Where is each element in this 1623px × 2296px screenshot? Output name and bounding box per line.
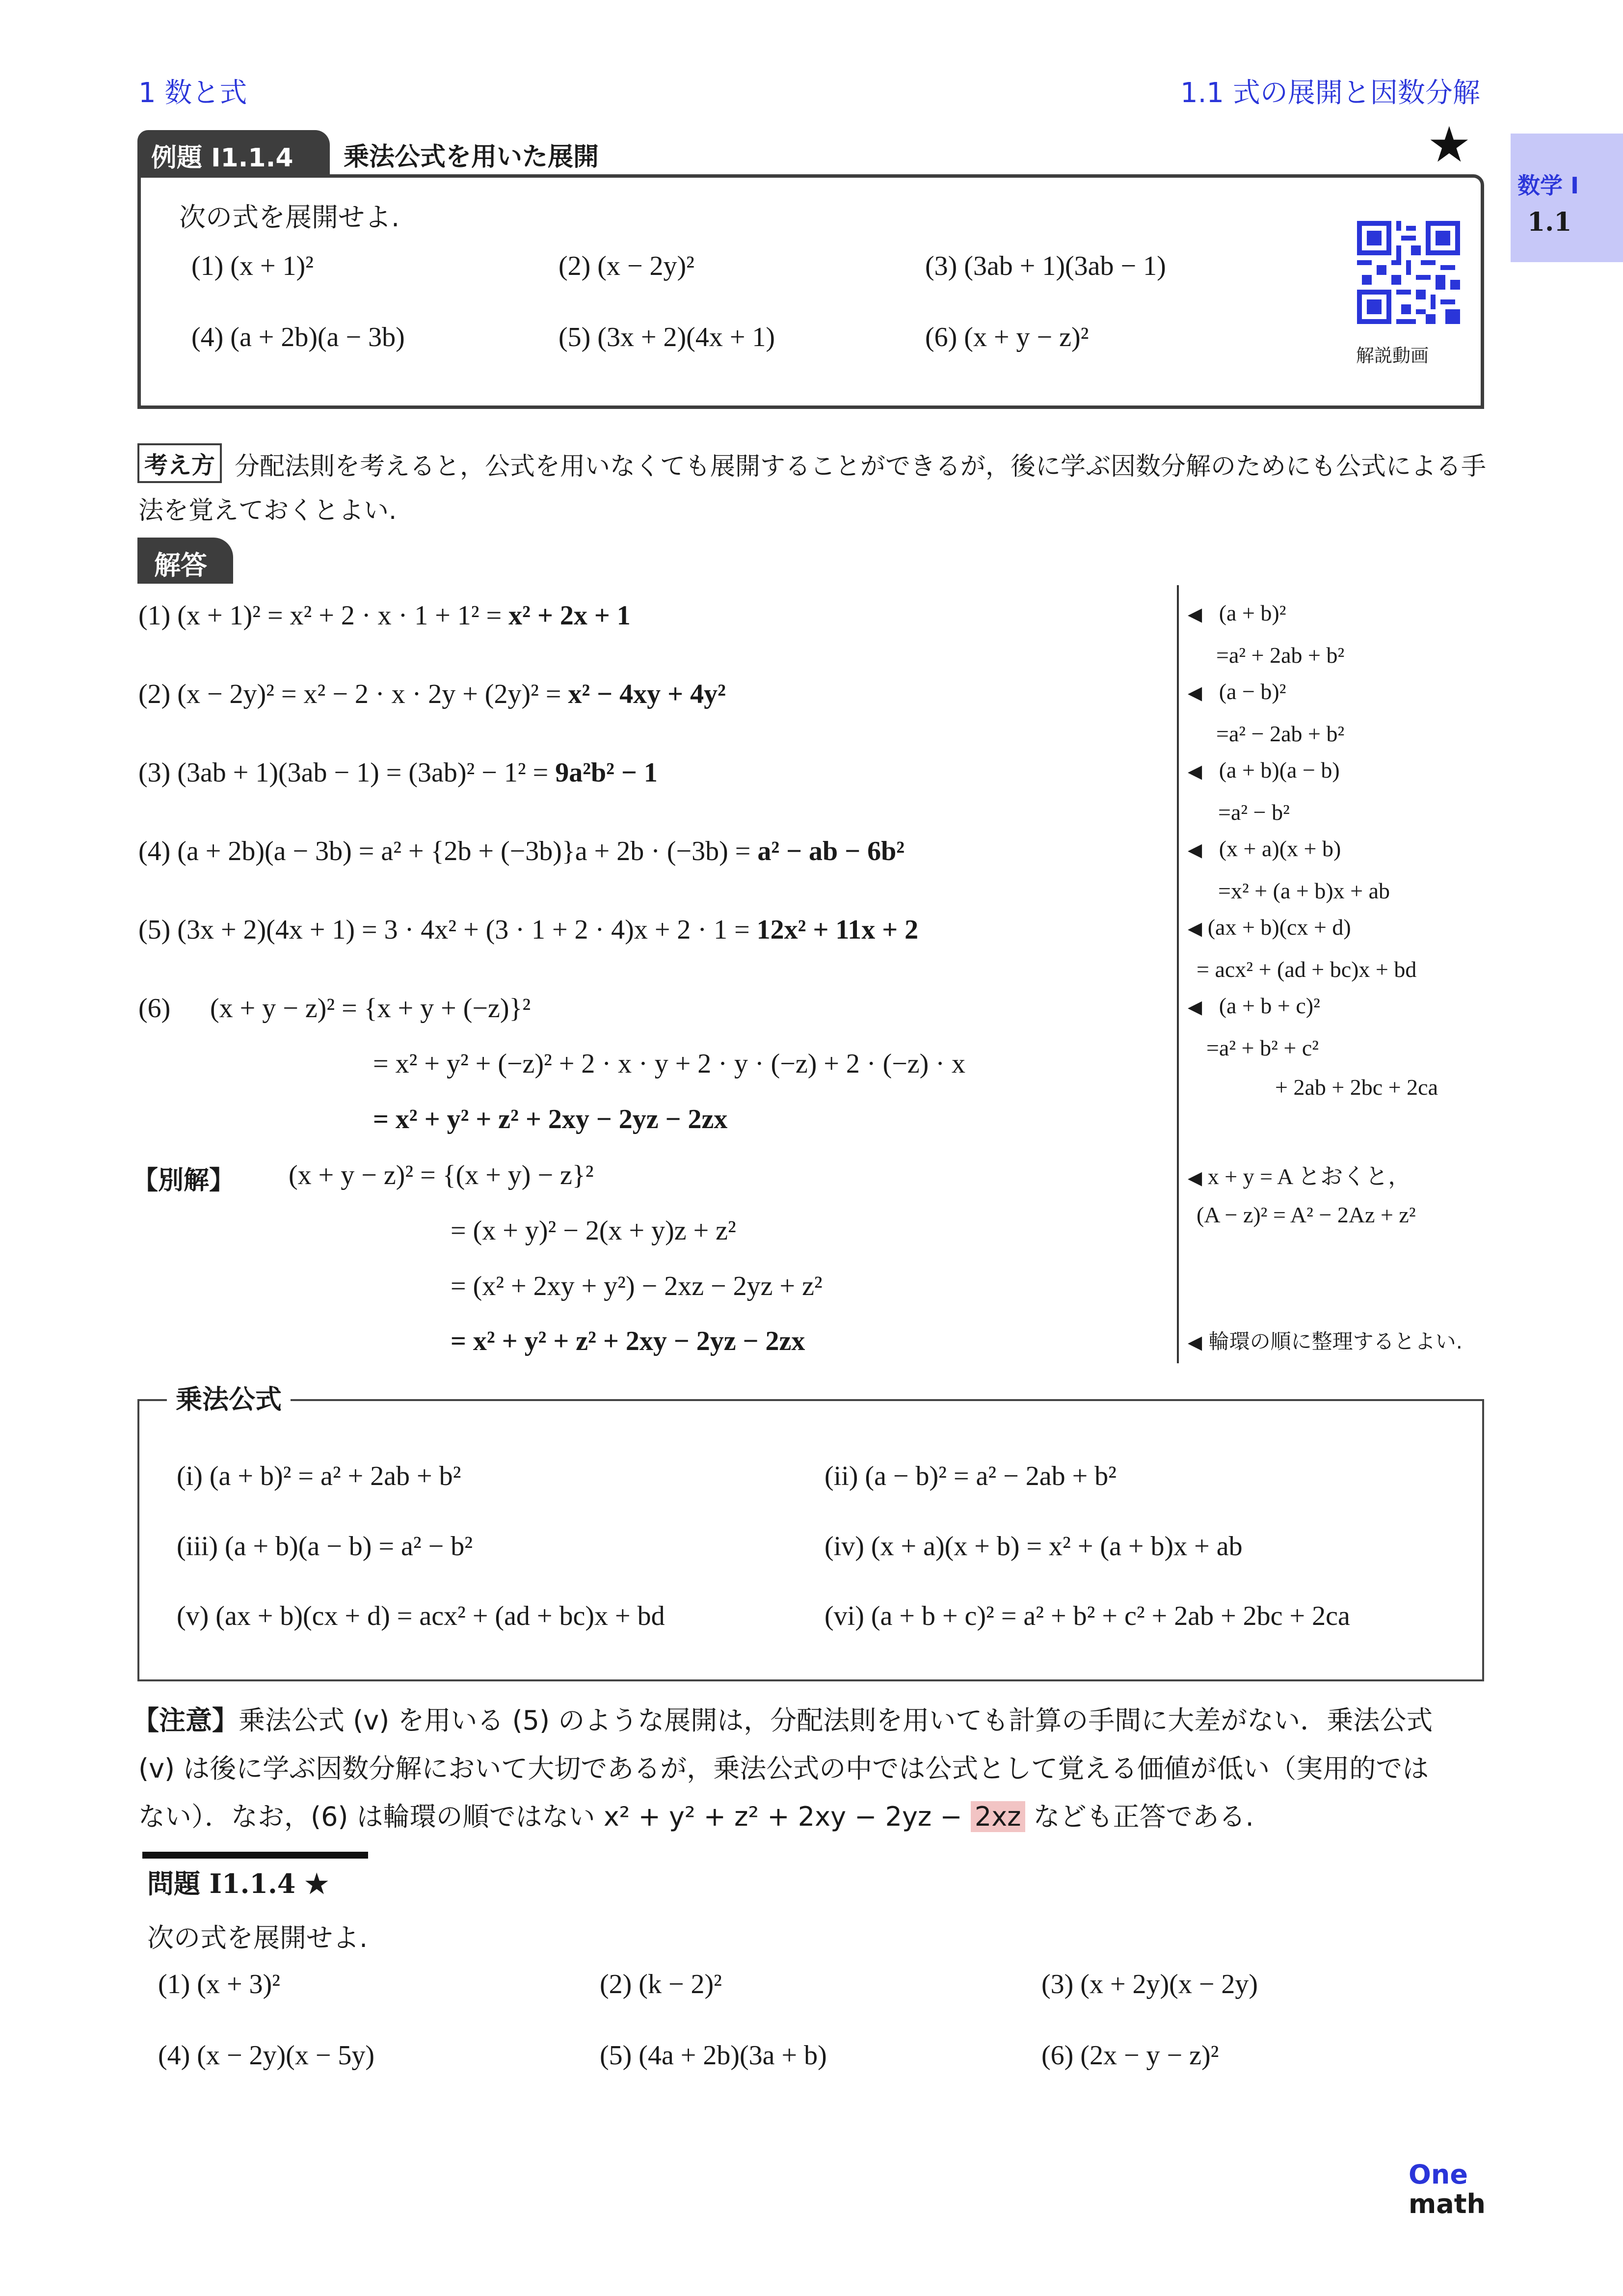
arrow-left-icon: ◀ (1188, 918, 1202, 939)
problem-item-5: (5) (4a + 2b)(3a + b) (600, 2040, 827, 2071)
side-tab-subject: 数学 I (1517, 172, 1579, 199)
side-note-alt-2: (A − z)² = A² − 2Az + z² (1197, 1202, 1416, 1227)
caution-line-3a: ない）．なお，(6) は輪環の順ではない x² + y² + z² + 2xy − 2yz − (138, 1801, 971, 1832)
answer-1-result: x² + 2x + 1 (508, 600, 631, 631)
side-note-6a-text: (a + b + c)² (1219, 993, 1320, 1018)
caution-line-2: (v) は後に学ぶ因数分解において大切であるが，乗法公式の中では公式として覚える価値が低い（実用的では (138, 1753, 1429, 1784)
alt-line-2: = (x + y)² − 2(x + y)z + z² (451, 1216, 736, 1246)
problem-item-2: (2) (k − 2)² (600, 1969, 722, 1999)
example-item-4: (4) (a + 2b)(a − 3b) (191, 322, 405, 352)
answer-1-work: (1) (x + 1)² = x² + 2 · x · 1 + 1² = (138, 600, 509, 631)
answer-label-tab (137, 538, 233, 584)
problem-bar (142, 1852, 368, 1859)
alt-solution-label: 【別解】 (133, 1166, 235, 1195)
answer-line-4 (138, 836, 905, 867)
side-note-1b: =a² + 2ab + b² (1216, 643, 1345, 668)
answer-line-2 (138, 678, 726, 710)
side-note-6a (1188, 993, 1320, 1019)
formula-ii: (ii) (a − b)² = a² − 2ab + b² (825, 1461, 1117, 1491)
think-line-1: 分配法則を考えると，公式を用いなくても展開することができるが，後に学ぶ因数分解のためにも公式による手 (235, 452, 1487, 481)
side-note-6c: + 2ab + 2bc + 2ca (1275, 1075, 1438, 1100)
arrow-left-icon: ◀ (1188, 682, 1202, 703)
caution-label: 【注意】 (133, 1705, 239, 1736)
alt-line-1: (x + y − z)² = {(x + y) − z}² (289, 1160, 594, 1190)
side-note-4a (1188, 836, 1341, 862)
answer-4-work: (4) (a + 2b)(a − 3b) = a² + {2b + (−3b)}a + 2b · (−3b) = (138, 836, 758, 866)
answer-3-result: 9a²b² − 1 (555, 757, 658, 788)
example-item-2: (2) (x − 2y)² (559, 251, 694, 281)
side-note-3b: =a² − b² (1218, 800, 1290, 825)
think-label: 考え方 (137, 443, 222, 483)
example-item-1: (1) (x + 1)² (191, 251, 314, 281)
problem-title: 問題 I1.1.4 ★ (147, 1868, 329, 1899)
problem-item-6: (6) (2x − y − z)² (1041, 2040, 1219, 2071)
chapter-header: 1 数と式 (138, 77, 247, 109)
answer-5-result: 12x² + 11x + 2 (756, 915, 919, 945)
answer-6-line-1: (x + y − z)² = {x + y + (−z)}² (210, 993, 531, 1024)
side-note-5a-text: (ax + b)(cx + d) (1207, 915, 1351, 940)
problem-item-4: (4) (x − 2y)(x − 5y) (158, 2040, 375, 2071)
alt-line-3: = (x² + 2xy + y²) − 2xz − 2yz + z² (451, 1271, 823, 1301)
formula-iv: (iv) (x + a)(x + b) = x² + (a + b)x + ab (825, 1531, 1243, 1562)
example-item-5: (5) (3x + 2)(4x + 1) (559, 322, 775, 352)
qr-label: 解説動画 (1356, 345, 1429, 366)
answer-6-label: (6) (138, 993, 171, 1024)
side-tab (1511, 134, 1623, 262)
side-note-alt-3 (1188, 1325, 1463, 1355)
formula-v: (v) (ax + b)(cx + d) = acx² + (ad + bc)x + bd (177, 1601, 665, 1631)
answer-3-work: (3) (3ab + 1)(3ab − 1) = (3ab)² − 1² = (138, 757, 556, 788)
answer-4-result: a² − ab − 6b² (757, 836, 905, 866)
answer-2-result: x² − 4xy + 4y² (568, 679, 726, 709)
section-header: 1.1 式の展開と因数分解 (1180, 77, 1480, 109)
answer-6-line-2: = x² + y² + (−z)² + 2 · x · y + 2 · y · (−z) + 2 · (−z) · x (373, 1049, 965, 1079)
example-item-3: (3) (3ab + 1)(3ab − 1) (925, 251, 1166, 281)
caution-line-3b: なども正答である. (1025, 1801, 1254, 1832)
side-note-alt-1 (1188, 1159, 1410, 1191)
example-title: 乗法公式を用いた展開 (344, 142, 599, 172)
formula-vi: (vi) (a + b + c)² = a² + b² + c² + 2ab + 2bc + 2ca (825, 1601, 1350, 1631)
problem-instruction: 次の式を展開せよ. (147, 1922, 368, 1953)
formula-box-title: 乗法公式 (167, 1378, 291, 1416)
side-note-alt-1-text: x + y = A とおくと， (1207, 1164, 1411, 1189)
side-note-5a (1188, 914, 1351, 940)
problem-item-1: (1) (x + 3)² (158, 1969, 280, 1999)
caution-highlight: 2xz (971, 1801, 1025, 1832)
answer-line-3 (138, 757, 658, 788)
answer-line-5 (138, 914, 918, 945)
logo-line-2: math (1409, 2188, 1486, 2219)
answer-5-work: (5) (3x + 2)(4x + 1) = 3 · 4x² + (3 · 1 + 2 · 4)x + 2 · 1 = (138, 915, 757, 945)
side-note-alt-3-text: 輪環の順に整理するとよい. (1208, 1329, 1463, 1353)
caution-line-3 (138, 1796, 1254, 1834)
qr-code-icon[interactable] (1357, 221, 1460, 324)
example-item-6: (6) (x + y − z)² (925, 322, 1089, 352)
side-tab-section: 1.1 (1527, 207, 1572, 237)
side-note-1a (1188, 600, 1286, 626)
side-note-1a-text: (a + b)² (1219, 600, 1286, 625)
think-line-2: 法を覚えておくとよい. (138, 496, 397, 525)
arrow-left-icon: ◀ (1188, 603, 1202, 625)
side-note-2a-text: (a − b)² (1219, 679, 1286, 704)
side-note-4a-text: (x + a)(x + b) (1219, 836, 1341, 861)
arrow-left-icon: ◀ (1188, 1167, 1202, 1189)
example-label: 例題 I1.1.4 (151, 143, 293, 173)
caution-line-1 (133, 1700, 1433, 1737)
answer-6-line-3: = x² + y² + z² + 2xy − 2yz − 2zx (373, 1104, 728, 1134)
formula-i: (i) (a + b)² = a² + 2ab + b² (177, 1461, 461, 1491)
side-note-3a (1188, 757, 1340, 783)
arrow-left-icon: ◀ (1188, 839, 1202, 861)
arrow-left-icon: ◀ (1188, 760, 1202, 782)
side-note-2b: =a² − 2ab + b² (1216, 721, 1345, 746)
alt-line-4: = x² + y² + z² + 2xy − 2yz − 2zx (451, 1326, 805, 1356)
answer-2-work: (2) (x − 2y)² = x² − 2 · x · 2y + (2y)² = (138, 679, 568, 709)
example-instruction: 次の式を展開せよ. (179, 202, 400, 233)
problem-item-3: (3) (x + 2y)(x − 2y) (1041, 1969, 1258, 1999)
side-note-divider (1177, 585, 1179, 1363)
answer-line-1 (138, 600, 631, 631)
side-note-6b: =a² + b² + c² (1206, 1035, 1319, 1060)
answer-label: 解答 (154, 550, 207, 581)
arrow-left-icon: ◀ (1188, 996, 1202, 1018)
side-note-2a (1188, 678, 1286, 704)
side-note-5b: = acx² + (ad + bc)x + bd (1197, 957, 1417, 982)
example-label-tab (137, 130, 330, 177)
logo-line-1: One (1409, 2159, 1468, 2190)
star-icon: ★ (1427, 116, 1471, 173)
formula-iii: (iii) (a + b)(a − b) = a² − b² (177, 1531, 473, 1562)
side-note-3a-text: (a + b)(a − b) (1219, 757, 1340, 783)
arrow-left-icon: ◀ (1188, 1331, 1202, 1353)
caution-line-1-text: 乗法公式 (v) を用いる (5) のような展開は，分配法則を用いても計算の手間に大差がない．乗法公式 (239, 1705, 1433, 1736)
onemath-logo (1409, 2159, 1486, 2224)
side-note-4b: =x² + (a + b)x + ab (1218, 878, 1390, 903)
